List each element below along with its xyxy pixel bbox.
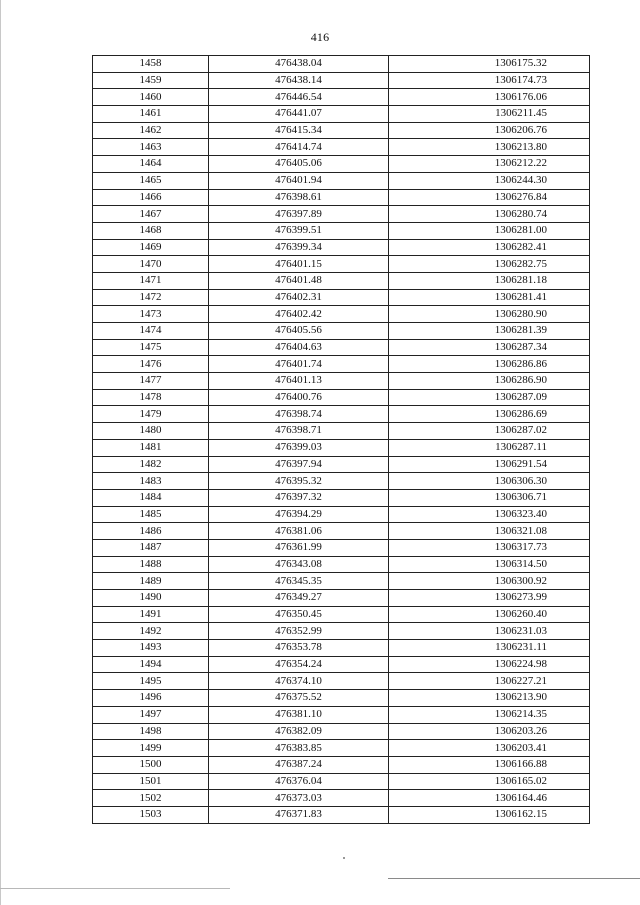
y-coordinate-cell: 1306286.86 (389, 356, 590, 373)
point-number-cell: 1476 (93, 356, 209, 373)
table-row (93, 406, 590, 423)
point-number-cell: 1499 (93, 740, 209, 757)
table-row (93, 773, 590, 790)
point-number-cell: 1458 (93, 56, 209, 73)
x-coordinate-cell: 476401.13 (209, 373, 389, 390)
point-number-cell: 1463 (93, 139, 209, 156)
point-number-cell: 1502 (93, 790, 209, 807)
x-coordinate-cell: 476354.24 (209, 656, 389, 673)
x-coordinate-cell: 476381.06 (209, 523, 389, 540)
x-coordinate-cell: 476402.31 (209, 289, 389, 306)
table-row (93, 439, 590, 456)
y-coordinate-cell: 1306282.41 (389, 239, 590, 256)
table-row (93, 256, 590, 273)
point-number-cell: 1498 (93, 723, 209, 740)
table-row (93, 756, 590, 773)
y-coordinate-cell: 1306162.15 (389, 806, 590, 823)
x-coordinate-cell: 476405.56 (209, 323, 389, 340)
y-coordinate-cell: 1306306.30 (389, 473, 590, 490)
table-row (93, 289, 590, 306)
point-number-cell: 1483 (93, 473, 209, 490)
table-row (93, 306, 590, 323)
point-number-cell: 1460 (93, 89, 209, 106)
table-row (93, 740, 590, 757)
y-coordinate-cell: 1306286.69 (389, 406, 590, 423)
x-coordinate-cell: 476415.34 (209, 122, 389, 139)
x-coordinate-cell: 476345.35 (209, 573, 389, 590)
x-coordinate-cell: 476383.85 (209, 740, 389, 757)
table-row (93, 239, 590, 256)
x-coordinate-cell: 476382.09 (209, 723, 389, 740)
point-number-cell: 1488 (93, 556, 209, 573)
table-row (93, 590, 590, 607)
x-coordinate-cell: 476361.99 (209, 539, 389, 556)
x-coordinate-cell: 476414.74 (209, 139, 389, 156)
coordinates-table (92, 55, 590, 824)
table-row (93, 489, 590, 506)
table-row (93, 506, 590, 523)
point-number-cell: 1503 (93, 806, 209, 823)
y-coordinate-cell: 1306317.73 (389, 539, 590, 556)
x-coordinate-cell: 476371.83 (209, 806, 389, 823)
point-number-cell: 1494 (93, 656, 209, 673)
table-row (93, 690, 590, 707)
table-row (93, 706, 590, 723)
table-row (93, 222, 590, 239)
table-row (93, 723, 590, 740)
y-coordinate-cell: 1306280.90 (389, 306, 590, 323)
coordinates-table-body (93, 56, 590, 824)
x-coordinate-cell: 476441.07 (209, 106, 389, 123)
table-row (93, 539, 590, 556)
point-number-cell: 1495 (93, 673, 209, 690)
point-number-cell: 1492 (93, 623, 209, 640)
y-coordinate-cell: 1306206.76 (389, 122, 590, 139)
point-number-cell: 1501 (93, 773, 209, 790)
point-number-cell: 1459 (93, 72, 209, 89)
x-coordinate-cell: 476353.78 (209, 640, 389, 657)
y-coordinate-cell: 1306203.41 (389, 740, 590, 757)
y-coordinate-cell: 1306276.84 (389, 189, 590, 206)
table-row (93, 623, 590, 640)
x-coordinate-cell: 476399.03 (209, 439, 389, 456)
point-number-cell: 1479 (93, 406, 209, 423)
table-row (93, 790, 590, 807)
table-row (93, 139, 590, 156)
point-number-cell: 1484 (93, 489, 209, 506)
x-coordinate-cell: 476398.71 (209, 423, 389, 440)
y-coordinate-cell: 1306224.98 (389, 656, 590, 673)
point-number-cell: 1466 (93, 189, 209, 206)
x-coordinate-cell: 476397.94 (209, 456, 389, 473)
point-number-cell: 1475 (93, 339, 209, 356)
point-number-cell: 1486 (93, 523, 209, 540)
table-row (93, 272, 590, 289)
x-coordinate-cell: 476401.74 (209, 356, 389, 373)
y-coordinate-cell: 1306260.40 (389, 606, 590, 623)
table-row (93, 456, 590, 473)
y-coordinate-cell: 1306287.09 (389, 389, 590, 406)
point-number-cell: 1493 (93, 640, 209, 657)
y-coordinate-cell: 1306287.11 (389, 439, 590, 456)
y-coordinate-cell: 1306214.35 (389, 706, 590, 723)
x-coordinate-cell: 476438.04 (209, 56, 389, 73)
point-number-cell: 1472 (93, 289, 209, 306)
point-number-cell: 1487 (93, 539, 209, 556)
x-coordinate-cell: 476399.34 (209, 239, 389, 256)
table-row (93, 573, 590, 590)
y-coordinate-cell: 1306291.54 (389, 456, 590, 473)
table-row (93, 373, 590, 390)
x-coordinate-cell: 476397.32 (209, 489, 389, 506)
y-coordinate-cell: 1306273.99 (389, 590, 590, 607)
table-row (93, 89, 590, 106)
point-number-cell: 1462 (93, 122, 209, 139)
x-coordinate-cell: 476376.04 (209, 773, 389, 790)
table-row (93, 423, 590, 440)
point-number-cell: 1480 (93, 423, 209, 440)
x-coordinate-cell: 476401.15 (209, 256, 389, 273)
table-row (93, 56, 590, 73)
table-row (93, 356, 590, 373)
x-coordinate-cell: 476401.94 (209, 172, 389, 189)
x-coordinate-cell: 476381.10 (209, 706, 389, 723)
x-coordinate-cell: 476374.10 (209, 673, 389, 690)
scan-line-bottom-left (0, 888, 230, 889)
point-number-cell: 1471 (93, 272, 209, 289)
table-row (93, 673, 590, 690)
y-coordinate-cell: 1306166.88 (389, 756, 590, 773)
x-coordinate-cell: 476405.06 (209, 156, 389, 173)
table-row (93, 106, 590, 123)
y-coordinate-cell: 1306321.08 (389, 523, 590, 540)
point-number-cell: 1469 (93, 239, 209, 256)
table-row (93, 206, 590, 223)
point-number-cell: 1482 (93, 456, 209, 473)
x-coordinate-cell: 476400.76 (209, 389, 389, 406)
table-row (93, 606, 590, 623)
table-row (93, 473, 590, 490)
y-coordinate-cell: 1306231.11 (389, 640, 590, 657)
table-row (93, 389, 590, 406)
x-coordinate-cell: 476397.89 (209, 206, 389, 223)
y-coordinate-cell: 1306282.75 (389, 256, 590, 273)
x-coordinate-cell: 476398.61 (209, 189, 389, 206)
point-number-cell: 1497 (93, 706, 209, 723)
scan-edge-left (0, 0, 1, 905)
point-number-cell: 1481 (93, 439, 209, 456)
x-coordinate-cell: 476343.08 (209, 556, 389, 573)
point-number-cell: 1461 (93, 106, 209, 123)
y-coordinate-cell: 1306287.34 (389, 339, 590, 356)
point-number-cell: 1474 (93, 323, 209, 340)
y-coordinate-cell: 1306306.71 (389, 489, 590, 506)
x-coordinate-cell: 476349.27 (209, 590, 389, 607)
point-number-cell: 1500 (93, 756, 209, 773)
x-coordinate-cell: 476375.52 (209, 690, 389, 707)
y-coordinate-cell: 1306281.41 (389, 289, 590, 306)
y-coordinate-cell: 1306176.06 (389, 89, 590, 106)
point-number-cell: 1490 (93, 590, 209, 607)
table-row (93, 172, 590, 189)
table-row (93, 189, 590, 206)
y-coordinate-cell: 1306300.92 (389, 573, 590, 590)
y-coordinate-cell: 1306287.02 (389, 423, 590, 440)
y-coordinate-cell: 1306211.45 (389, 106, 590, 123)
point-number-cell: 1468 (93, 222, 209, 239)
y-coordinate-cell: 1306281.18 (389, 272, 590, 289)
table-row (93, 523, 590, 540)
y-coordinate-cell: 1306165.02 (389, 773, 590, 790)
y-coordinate-cell: 1306174.73 (389, 72, 590, 89)
y-coordinate-cell: 1306323.40 (389, 506, 590, 523)
x-coordinate-cell: 476373.03 (209, 790, 389, 807)
table-row (93, 72, 590, 89)
page-number: 416 (310, 30, 330, 44)
scan-line-bottom-right (388, 878, 640, 879)
table-row (93, 556, 590, 573)
table-row (93, 640, 590, 657)
x-coordinate-cell: 476387.24 (209, 756, 389, 773)
point-number-cell: 1464 (93, 156, 209, 173)
point-number-cell: 1489 (93, 573, 209, 590)
x-coordinate-cell: 476401.48 (209, 272, 389, 289)
point-number-cell: 1478 (93, 389, 209, 406)
x-coordinate-cell: 476404.63 (209, 339, 389, 356)
x-coordinate-cell: 476394.29 (209, 506, 389, 523)
y-coordinate-cell: 1306280.74 (389, 206, 590, 223)
y-coordinate-cell: 1306203.26 (389, 723, 590, 740)
point-number-cell: 1477 (93, 373, 209, 390)
y-coordinate-cell: 1306314.50 (389, 556, 590, 573)
y-coordinate-cell: 1306213.90 (389, 690, 590, 707)
y-coordinate-cell: 1306213.80 (389, 139, 590, 156)
y-coordinate-cell: 1306164.46 (389, 790, 590, 807)
table-row (93, 339, 590, 356)
table-row (93, 806, 590, 823)
x-coordinate-cell: 476352.99 (209, 623, 389, 640)
y-coordinate-cell: 1306231.03 (389, 623, 590, 640)
x-coordinate-cell: 476446.54 (209, 89, 389, 106)
point-number-cell: 1496 (93, 690, 209, 707)
x-coordinate-cell: 476438.14 (209, 72, 389, 89)
x-coordinate-cell: 476398.74 (209, 406, 389, 423)
y-coordinate-cell: 1306281.39 (389, 323, 590, 340)
point-number-cell: 1470 (93, 256, 209, 273)
point-number-cell: 1491 (93, 606, 209, 623)
y-coordinate-cell: 1306227.21 (389, 673, 590, 690)
table-row (93, 122, 590, 139)
y-coordinate-cell: 1306212.22 (389, 156, 590, 173)
x-coordinate-cell: 476399.51 (209, 222, 389, 239)
point-number-cell: 1467 (93, 206, 209, 223)
x-coordinate-cell: 476402.42 (209, 306, 389, 323)
scan-speck (343, 857, 345, 859)
table-row (93, 656, 590, 673)
table-row (93, 323, 590, 340)
y-coordinate-cell: 1306281.00 (389, 222, 590, 239)
y-coordinate-cell: 1306175.32 (389, 56, 590, 73)
y-coordinate-cell: 1306244.30 (389, 172, 590, 189)
point-number-cell: 1485 (93, 506, 209, 523)
point-number-cell: 1465 (93, 172, 209, 189)
x-coordinate-cell: 476350.45 (209, 606, 389, 623)
y-coordinate-cell: 1306286.90 (389, 373, 590, 390)
point-number-cell: 1473 (93, 306, 209, 323)
table-row (93, 156, 590, 173)
x-coordinate-cell: 476395.32 (209, 473, 389, 490)
